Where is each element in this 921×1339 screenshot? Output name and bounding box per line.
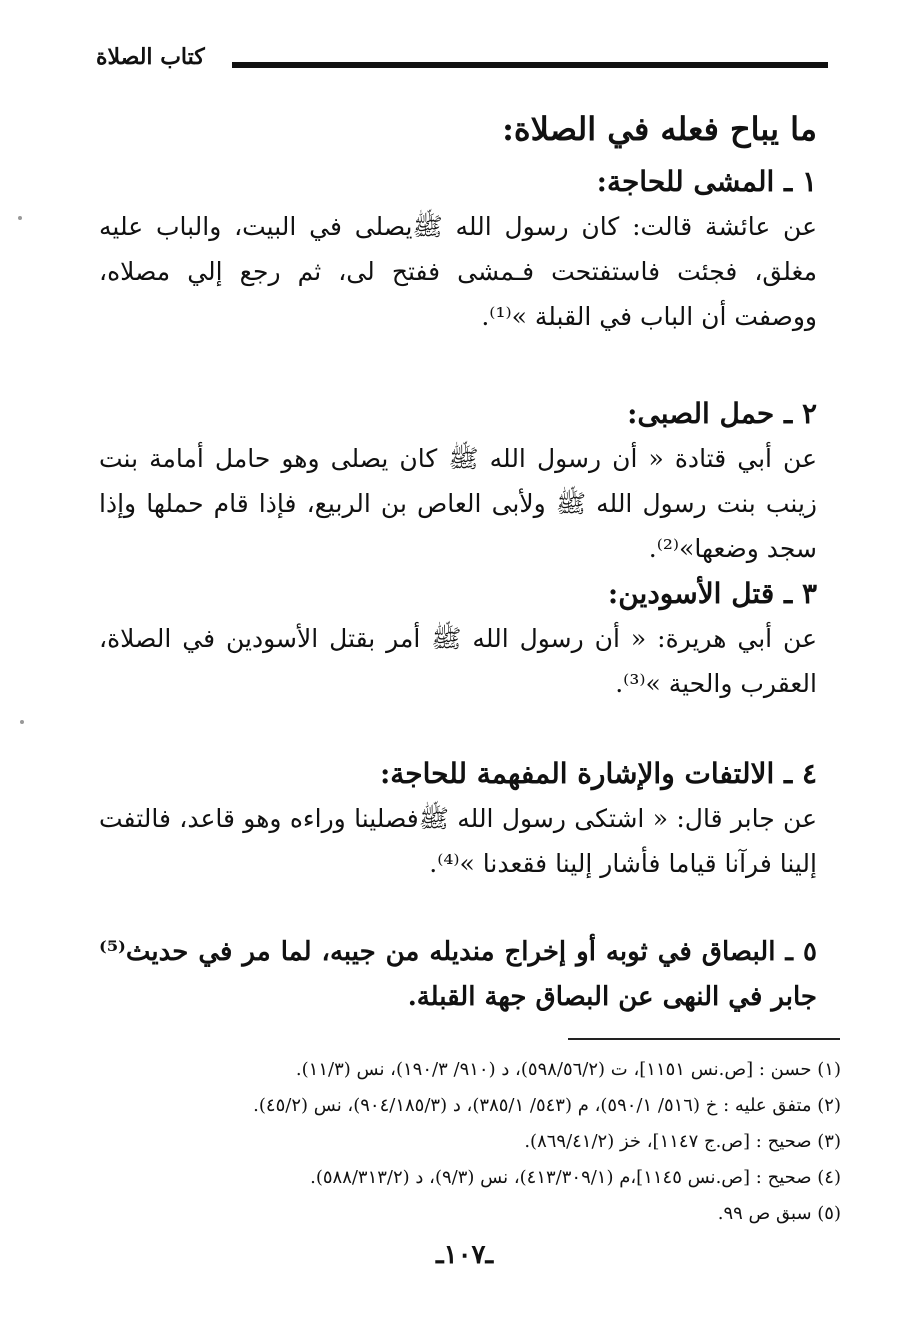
section-heading: ٣ ـ قتل الأسودين:: [607, 577, 817, 610]
section-spitting: [99, 930, 817, 1020]
footnote-separator: [568, 1038, 840, 1040]
section-text: عن أبي هريرة: « أن رسول الله ﷺ أمر بقتل الأسودين في الصلاة، العقرب والحية »⁽³⁾.: [99, 624, 817, 698]
section-heading: ١ ـ المشى للحاجة:: [596, 165, 817, 198]
section-text: عن جابر قال: « اشتكى رسول الله ﷺفصلينا وراءه وهو قاعد، فالتفت إلينا فرآنا قياما فأشار إلينا فقعدنا »⁽⁴⁾.: [99, 804, 817, 878]
section-walking: [99, 160, 817, 339]
footnote-item: (٤) صحيح : [ص.نس ١١٤٥]،م (٤١٣/٣٠٩/١)، نس (٩/٣)، د (٥٨٨/٣١٣/٢).: [310, 1167, 841, 1188]
header-rule: [232, 62, 828, 68]
footnotes: [141, 1052, 841, 1232]
footnote-item: (٥) سبق ص ٩٩.: [717, 1203, 841, 1224]
section-text: ٥ ـ البصاق في ثوبه أو إخراج منديله من جيبه، لما مر في حديث⁽⁵⁾ جابر في النهى عن البصاق جهة القبلة.: [99, 937, 817, 1012]
footnote-item: (٢) متفق عليه : خ (٥١٦/ ٥٩٠/١)، م (٥٤٣/ ٣٨٥/١)، د (٩٠٤/١٨٥/٣)، نس (٤٥/٢).: [253, 1095, 841, 1116]
section-text: عن عائشة قالت: كان رسول الله ﷺيصلى في البيت، والباب عليه مغلق، فجئت فاستفتحت فـمشى ففتح لى، ثم رجع إلي مصلاه، ووصفت أن الباب في القبلة »⁽¹⁾.: [99, 212, 817, 331]
section-carrying-child: [99, 392, 817, 571]
page-number: ـ١٠٧ـ: [436, 1240, 494, 1270]
section-turning-pointing: [99, 752, 817, 886]
running-title: كتاب الصلاة: [96, 44, 205, 70]
page-title: ما يباح فعله في الصلاة:: [502, 110, 817, 148]
footnote-item: (١) حسن : [ص.نس ١١٥١]، ت (٥٩٨/٥٦/٢)، د (٩١٠/ ١٩٠/٣)، نس (١١/٣).: [295, 1059, 841, 1080]
section-text: عن أبي قتادة « أن رسول الله ﷺ كان يصلى وهو حامل أمامة بنت زينب بنت رسول الله ﷺ ولأبى العاص بن الربيع، فإذا قام حملها وإذا سجد وضعها»⁽²⁾.: [99, 444, 817, 563]
section-killing-two-black: [99, 572, 817, 706]
scan-speck: [20, 720, 24, 724]
section-heading: ٤ ـ الالتفات والإشارة المفهمة للحاجة:: [379, 757, 817, 790]
footnote-item: (٣) صحيح : [ص.ج ١١٤٧]، خز (٨٦٩/٤١/٢).: [524, 1131, 841, 1152]
scan-speck: [18, 216, 22, 220]
section-heading: ٢ ـ حمل الصبى:: [627, 397, 817, 430]
